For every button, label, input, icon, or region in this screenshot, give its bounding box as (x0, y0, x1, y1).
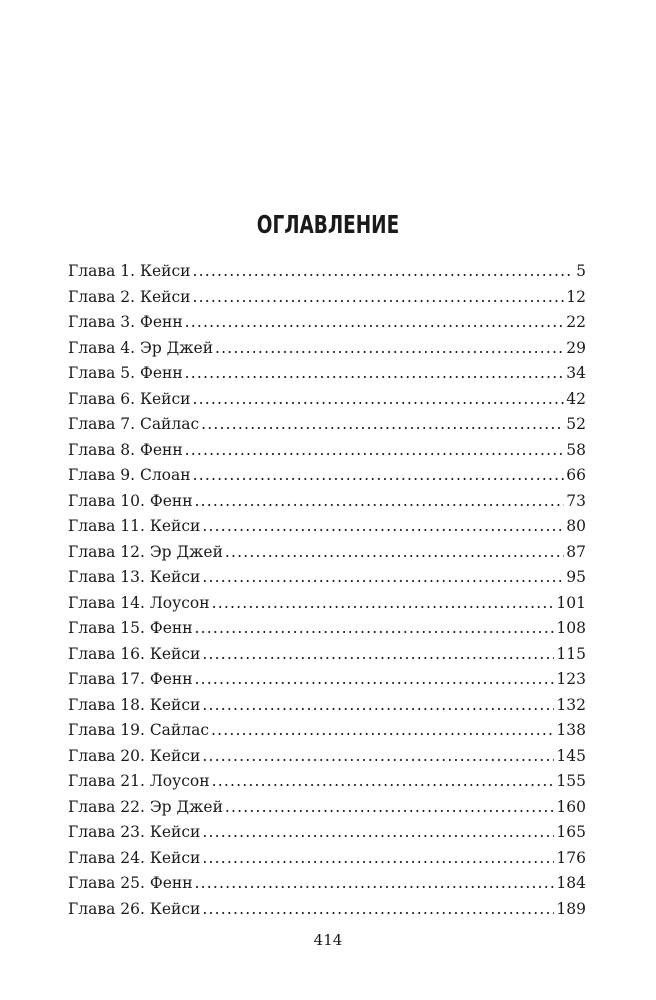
toc-entry-title: Глава 4. Эр Джей (68, 338, 214, 357)
toc-entry-title: Глава 16. Кейси (68, 644, 201, 663)
toc-entry (68, 540, 586, 566)
toc-entry (68, 795, 586, 821)
toc-entry-page: 66 (566, 466, 586, 484)
toc-entry-page: 189 (556, 899, 586, 918)
toc-entry-title: Глава 24. Кейси (68, 848, 201, 867)
toc-entry-title: Глава 25. Фенн (68, 874, 193, 892)
toc-entry-title: Глава 19. Сайлас (68, 721, 210, 739)
toc-entry-title: Глава 11. Кейси (68, 517, 201, 535)
toc-dot-leader (225, 540, 564, 566)
toc-entry-title: Глава 9. Слоан (68, 466, 191, 484)
toc-entry-page: 5 (576, 262, 586, 280)
toc-dot-leader (192, 387, 564, 413)
toc-dot-leader (185, 361, 565, 387)
toc-entry-title: Глава 18. Кейси (68, 695, 201, 714)
toc-dot-leader (195, 489, 565, 515)
toc-entry-title: Глава 15. Фенн (68, 619, 193, 637)
toc-entry-title: Глава 12. Эр Джей (68, 542, 223, 561)
toc-entry (68, 514, 586, 540)
toc-entry-page: 87 (566, 542, 586, 561)
toc-dot-leader (211, 718, 554, 744)
page-number: 414 (313, 931, 343, 949)
toc-entry-page: 101 (556, 593, 586, 612)
toc-entry (68, 769, 586, 795)
toc-entry-page: 115 (556, 644, 586, 663)
toc-dot-leader (185, 310, 565, 336)
toc-entry (68, 871, 586, 897)
toc-entry (68, 667, 586, 693)
toc-entry-title: Глава 3. Фенн (68, 313, 183, 331)
toc-dot-leader (202, 744, 554, 770)
toc-entry-page: 34 (566, 364, 586, 382)
toc-dot-leader (215, 336, 564, 362)
toc-entry-page: 145 (556, 746, 586, 765)
toc-dot-leader (202, 642, 554, 668)
toc-dot-leader (195, 667, 555, 693)
toc-entry (68, 489, 586, 515)
toc-entry (68, 616, 586, 642)
toc-entry-title: Глава 26. Кейси (68, 899, 201, 918)
toc-dot-leader (202, 693, 554, 719)
toc-entry-page: 42 (566, 389, 586, 408)
toc-entry-page: 108 (556, 619, 586, 637)
toc-entry-title: Глава 14. Лоусон (68, 593, 210, 612)
toc-entry (68, 718, 586, 744)
toc-entry (68, 591, 586, 617)
toc-dot-leader (202, 820, 554, 846)
toc-entry-page: 123 (556, 670, 586, 688)
toc-entry-page: 73 (566, 491, 586, 510)
toc-dot-leader (195, 616, 555, 642)
toc-entry-title: Глава 6. Кейси (68, 389, 191, 408)
toc-entry-page: 176 (556, 848, 586, 867)
toc-entry-page: 22 (566, 313, 586, 331)
toc-entry-title: Глава 2. Кейси (68, 287, 191, 306)
toc-entry (68, 412, 586, 438)
toc-entry-title: Глава 20. Кейси (68, 746, 201, 765)
toc-entry (68, 438, 586, 464)
toc-entry (68, 565, 586, 591)
toc-dot-leader (202, 846, 554, 872)
toc-entry (68, 285, 586, 311)
toc-entry-title: Глава 8. Фенн (68, 440, 183, 459)
toc-dot-leader (193, 463, 565, 489)
toc-entry (68, 846, 586, 872)
toc-entry-title: Глава 22. Эр Джей (68, 797, 223, 816)
toc-entry (68, 336, 586, 362)
toc-entry-title: Глава 1. Кейси (68, 262, 191, 280)
toc-entry-title: Глава 17. Фенн (68, 670, 193, 688)
toc-dot-leader (192, 259, 574, 285)
toc-entry-page: 12 (566, 287, 586, 306)
toc-entry-title: Глава 21. Лоусон (68, 772, 210, 790)
toc-entry-page: 165 (556, 823, 586, 841)
toc-entry-title: Глава 23. Кейси (68, 823, 201, 841)
toc-dot-leader (185, 438, 565, 464)
toc-dot-leader (212, 591, 555, 617)
toc-dot-leader (195, 871, 555, 897)
page-title: ОГЛАВЛЕНИЕ (256, 210, 400, 239)
toc-entry-page: 29 (566, 338, 586, 357)
toc-entry-page: 155 (556, 772, 586, 790)
toc-dot-leader (192, 285, 564, 311)
toc-entry (68, 259, 586, 285)
toc-entry-page: 160 (556, 797, 586, 816)
toc-entry (68, 463, 586, 489)
toc-entry (68, 361, 586, 387)
toc-dot-leader (202, 565, 564, 591)
toc-entry-title: Глава 13. Кейси (68, 568, 201, 586)
toc-entry (68, 744, 586, 770)
table-of-contents (68, 259, 586, 922)
toc-entry-title: Глава 10. Фенн (68, 491, 193, 510)
toc-entry-page: 184 (556, 874, 586, 892)
toc-entry-page: 52 (566, 415, 586, 433)
toc-entry-page: 132 (556, 695, 586, 714)
toc-dot-leader (212, 769, 555, 795)
toc-dot-leader (202, 897, 554, 923)
toc-entry-title: Глава 5. Фенн (68, 364, 183, 382)
toc-dot-leader (225, 795, 555, 821)
toc-dot-leader (201, 412, 564, 438)
toc-entry (68, 642, 586, 668)
toc-entry (68, 897, 586, 923)
toc-entry (68, 310, 586, 336)
toc-entry-page: 95 (566, 568, 586, 586)
toc-entry-title: Глава 7. Сайлас (68, 415, 200, 433)
toc-entry-page: 58 (566, 440, 586, 459)
toc-entry (68, 387, 586, 413)
toc-dot-leader (202, 514, 564, 540)
toc-entry (68, 693, 586, 719)
toc-entry (68, 820, 586, 846)
toc-entry-page: 80 (566, 517, 586, 535)
toc-entry-page: 138 (556, 721, 586, 739)
